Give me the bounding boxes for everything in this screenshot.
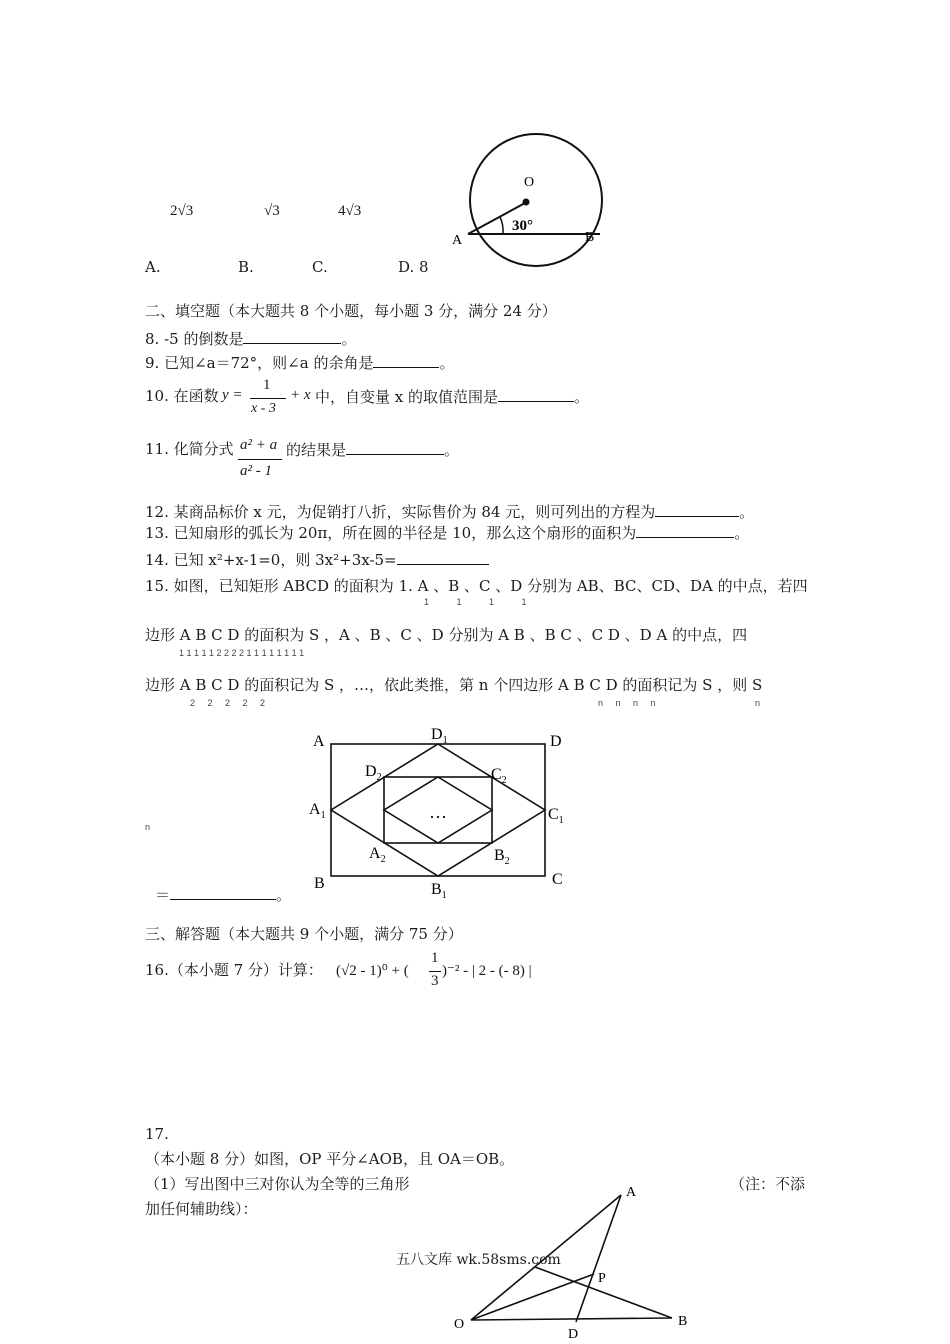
q10-text: 10. 在函数 [145,387,219,405]
q13-answer-blank[interactable] [636,523,734,538]
option-c-expression: 4√3 [338,203,362,219]
q15-line-3-subscript-c: n [755,698,761,708]
q9-end: 。 [439,354,455,372]
q17-line-1: （本小题 8 分）如图，OP 平分∠AOB，且 OA＝OB。 [145,1150,515,1168]
q11-answer-blank[interactable] [346,440,444,455]
q10-end: 。 [574,388,590,406]
q11-fraction-bar [238,459,282,460]
label-o: O [524,175,535,190]
label-b2: $B_2$ [494,847,510,867]
label-b: B [314,875,325,892]
q17-number: 17. [145,1125,169,1143]
q10-rest [315,387,589,406]
label-b1: $B_1$ [431,881,447,900]
q15-line-3-subscripts-a: 2 2 2 2 2 [190,698,266,708]
q15-line-1-subscripts: 1 1 1 1 [424,597,527,607]
option-c-label: C. [312,258,328,276]
label-d: D [550,733,562,750]
option-b-label: B. [238,258,254,276]
label-a2: $A_2$ [369,845,386,865]
q10-y: y = [222,387,243,403]
q10-denominator: x - 3 [251,401,276,416]
circle-figure [450,128,620,278]
label-c1: $C_1$ [548,806,564,826]
side-ob [471,1318,672,1320]
q15-side-subscript: n [145,822,151,832]
q11-numerator: a² + a [240,437,278,453]
q15-answer-blank[interactable] [170,885,276,900]
question-14 [145,550,489,569]
q16-fraction-bar [429,971,441,972]
q14-text: 14. 已知 x²+x-1=0，则 3x²+3x-5= [145,551,397,569]
q8-answer-blank[interactable] [243,329,341,344]
q10-fraction-bar [250,398,286,399]
q8-text: 8. -5 的倒数是 [145,330,244,348]
q15-answer-eq: ＝ [155,886,171,904]
q11-mid: 的结果是 [286,441,347,459]
q12-answer-blank[interactable] [655,502,739,517]
q15-answer-end: 。 [276,886,292,904]
q8-end: 。 [341,330,357,348]
question-9 [145,353,454,372]
q11-end: 。 [444,441,460,459]
q9-answer-blank[interactable] [373,353,439,368]
q15-line-3: 边形 A B C D 的面积记为 S ，…，依此类推，第 n 个四边形 A B C D 的面积记为 S ，则 S [145,676,763,694]
section-2-heading: 二、填空题（本大题共 8 个小题，每小题 3 分，满分 24 分） [145,302,557,320]
q10-answer-blank[interactable] [498,387,574,402]
q16-expression-1: (√2 - 1)⁰ + ( [336,963,409,979]
q15-line-1: 15. 如图，已知矩形 ABCD 的面积为 1. A 、B 、C 、D 分别为 AB、BC、CD、DA 的中点，若四 [145,577,808,595]
option-a-expression: 2√3 [170,203,194,219]
label-a: A [313,733,325,750]
q11-denominator: a² - 1 [240,463,272,479]
q16-text: 16.（本小题 7 分）计算： [145,961,323,979]
label-c2: $C_2$ [491,766,507,786]
q14-answer-blank[interactable] [397,550,489,565]
q12-text: 12. 某商品标价 x 元，为促销打八折，实际售价为 84 元，则可列出的方程为 [145,503,656,521]
q10-tail: + x [290,387,311,403]
label-a1: $A_1$ [309,801,326,821]
q11-rest [286,440,459,459]
angle-arc [500,217,503,234]
q17-line-3: 加任何辅助线）： [145,1200,258,1218]
question-12 [145,502,754,521]
q17-line-2a: （1）写出图中三对你认为全等的三角形 [145,1175,410,1193]
option-d-label: D. 8 [398,258,429,276]
label-o: O [454,1317,465,1332]
q15-line-3-subscripts-b: n n n n [598,698,656,708]
q17-line-2b: （注：不添 [730,1175,806,1193]
label-angle: 30° [512,218,533,234]
section-3-heading: 三、解答题（本大题共 9 个小题，满分 75 分） [145,925,463,943]
segment-op [471,1274,594,1320]
center-point [523,199,530,206]
label-d2: $D_2$ [365,763,382,783]
q12-end: 。 [739,503,755,521]
label-a: A [452,233,463,248]
q15-line-2: 边形 A B C D 的面积为 S ，A 、B 、C 、D 分别为 A B 、B C 、C D 、D A 的中点，四 [145,626,748,644]
q10-numerator: 1 [263,377,271,393]
q15-answer [155,885,291,904]
label-b: B [678,1314,688,1329]
label-d1: $D_1$ [431,726,448,746]
label-c: C [552,871,563,888]
q16-numerator: 1 [431,950,439,966]
q11-text: 11. 化简分式 [145,440,234,458]
label-d: D [568,1327,579,1342]
q13-text: 13. 已知扇形的弧长为 20π，所在圆的半径是 10，那么这个扇形的面积为 [145,524,637,542]
label-a: A [626,1185,637,1200]
question-13 [145,523,749,542]
q13-end: 。 [734,524,750,542]
circle-outline [470,134,602,266]
rectangle-figure [305,722,585,900]
q9-text: 9. 已知∠a＝72°，则∠a 的余角是 [145,354,374,372]
label-p: P [598,1271,606,1286]
q10-mid: 中，自变量 x 的取值范围是 [315,388,498,406]
q16-expression-2: )⁻² - | 2 - (- 8) | [442,963,532,979]
q16-denominator: 3 [431,973,439,989]
label-dots: … [429,802,447,822]
q15-line-2-subscripts: 1 1 1 1 1 2 2 2 2 1 1 1 1 1 1 1 1 [179,648,305,658]
label-b: B [585,230,595,245]
option-b-expression: √3 [264,203,280,219]
option-a-label: A. [145,258,161,276]
watermark: 五八文库 wk.58sms.com [396,1252,561,1268]
question-8 [145,329,356,348]
